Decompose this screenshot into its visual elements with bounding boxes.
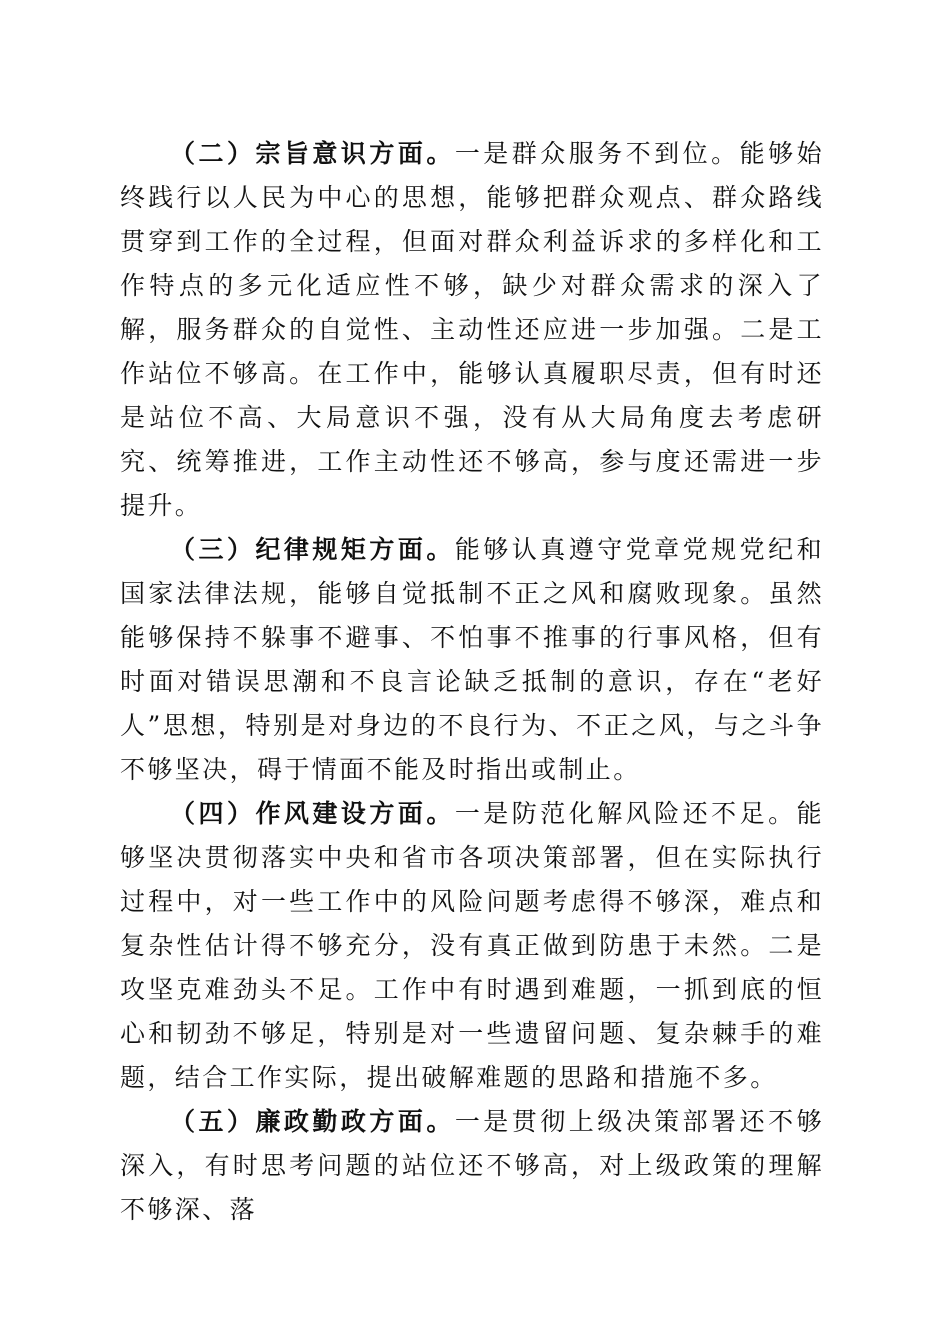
paragraph-heading: （二）宗旨意识方面。 [170,139,455,168]
paragraph-zuofeng [120,792,824,1100]
paragraph-text: 一是防范化解风险还不足。能够坚决贯彻落实中央和省市各项决策部署，但在实际执行过程中，对一些工作中的风险问题考虑得不够深，难点和复杂性估计得不够充分，没有真正做到防患于未然。二是攻坚克难劲头不足。工作中有时遇到难题，一抓到底的恒心和韧劲不够足，特别是对一些遗留问题、复杂棘手的难题，结合工作实际，提出破解难题的思路和措施不多。 [120,799,824,1092]
paragraph-heading: （五）廉政勤政方面。 [170,1107,455,1136]
paragraph-text: 能够认真遵守党章党规党纪和国家法律法规，能够自觉抵制不正之风和腐败现象。虽然能够保持不躲事不避事、不怕事不推事的行事风格，但有时面对错误思潮和不良言论缺乏抵制的意识，存在“老好人”思想，特别是对身边的不良行为、不正之风，与之斗争不够坚决，碍于情面不能及时指出或制止。 [120,535,824,784]
document-body [120,132,824,1232]
paragraph-zongzhi [120,132,824,528]
paragraph-jilv [120,528,824,792]
paragraph-text: 一是群众服务不到位。能够始终践行以人民为中心的思想，能够把群众观点、群众路线贯穿到工作的全过程，但面对群众利益诉求的多样化和工作特点的多元化适应性不够，缺少对群众需求的深入了解，服务群众的自觉性、主动性还应进一步加强。二是工作站位不够高。在工作中，能够认真履职尽责，但有时还是站位不高、大局意识不强，没有从大局角度去考虑研究、统筹推进，工作主动性还不够高，参与度还需进一步提升。 [120,139,824,520]
paragraph-heading: （四）作风建设方面。 [170,799,455,828]
paragraph-heading: （三）纪律规矩方面。 [170,535,455,564]
paragraph-text: 一是贯彻上级决策部署还不够深入，有时思考问题的站位还不够高，对上级政策的理解不够深、落 [120,1107,824,1224]
paragraph-lianzheng [120,1100,824,1232]
